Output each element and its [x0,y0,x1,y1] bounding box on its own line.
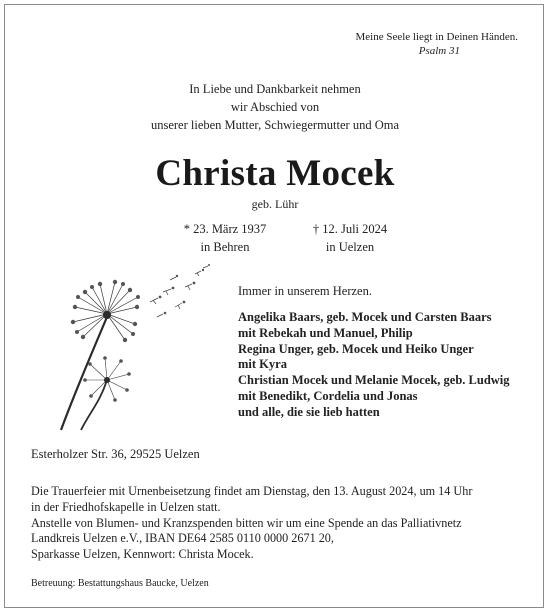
mourner-line: mit Rebekah und Manuel, Philip [238,325,413,340]
maiden-name: geb. Lühr [251,197,299,211]
dandelion-illustration-icon [45,262,215,432]
death-date: † 12. Juli 2024 [312,222,388,236]
mourner-line: Regina Unger, geb. Mocek und Heiko Unger [238,341,474,356]
birth-date: * 23. März 1937 [183,222,267,236]
family-address: Esterholzer Str. 36, 29525 Uelzen [31,447,200,461]
deceased-name: Christa Mocek [155,153,395,194]
mourner-line: mit Kyra [238,357,287,372]
funeral-home-credit: Betreuung: Bestattungshaus Baucke, Uelzen [31,578,209,589]
service-line: Sparkasse Uelzen, Kennwort: Christa Mocek. [31,547,254,562]
birth-info [160,220,290,256]
epigraph [355,30,518,58]
mourners-block [238,284,510,421]
mourner-line: Angelika Baars, geb. Mocek und Carsten Baars [238,310,492,324]
service-line: Landkreis Uelzen e.V., IBAN DE64 2585 0110 0000 2671 20, [31,531,334,546]
service-line: Anstelle von Blumen- und Kranzspenden bitten wir um eine Spende an das Palliativnetz [31,515,462,530]
intro-line: wir Abschied von [230,100,320,114]
epigraph-text: Meine Seele liegt in Deinen Händen. [355,31,518,43]
service-info [31,484,531,563]
intro-line: In Liebe und Dankbarkeit nehmen [189,82,361,96]
birth-place: in Behren [200,240,250,254]
intro-line: unserer lieben Mutter, Schwiegermutter und Oma [150,118,400,132]
death-info [285,220,415,256]
service-line: Die Trauerfeier mit Urnenbeisetzung findet am Dienstag, den 13. August 2024, um 14 Uhr [31,484,473,498]
mourner-line: mit Benedikt, Cordelia und Jonas [238,388,418,403]
mourner-line: und alle, die sie lieb hatten [238,404,380,419]
death-place: in Uelzen [325,240,375,254]
mourners-motto: Immer in unserem Herzen. [238,284,372,298]
mourners-list [238,310,510,421]
mourner-line: Christian Mocek und Melanie Mocek, geb. Ludwig [238,373,510,388]
service-line: in der Friedhofskapelle in Uelzen statt. [31,499,221,514]
epigraph-reference: Psalm 31 [418,45,460,57]
intro-text [0,80,550,134]
